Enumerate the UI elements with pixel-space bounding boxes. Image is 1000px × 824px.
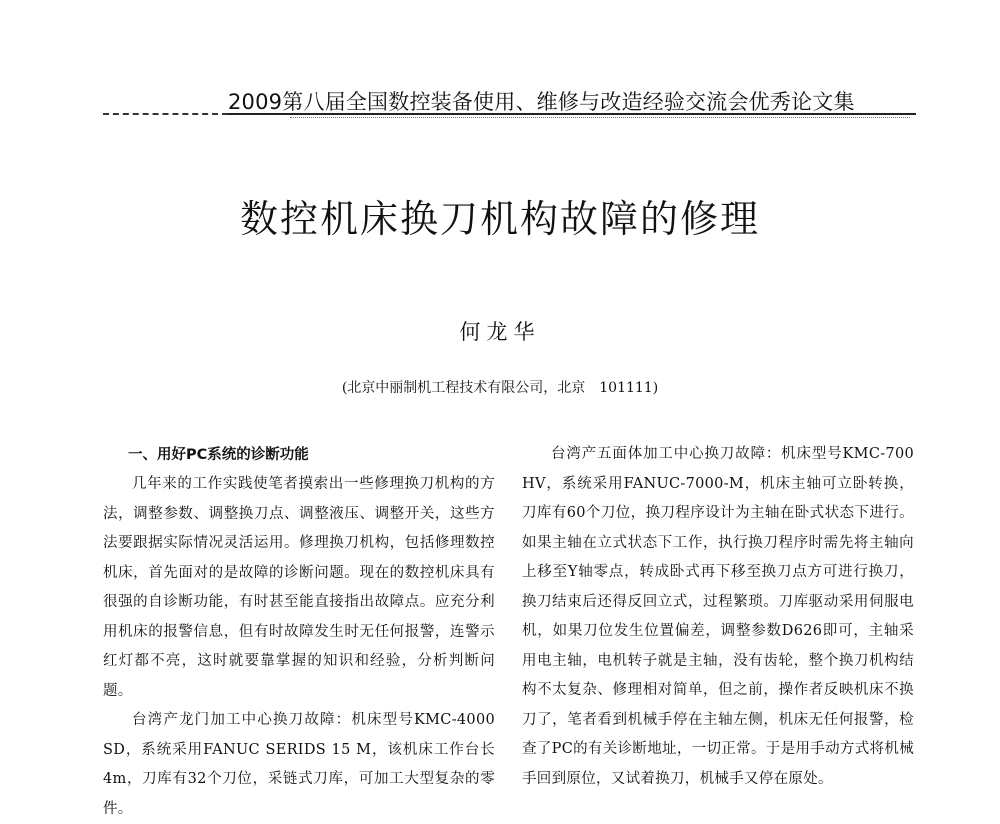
article-author: 何龙华	[459, 320, 541, 344]
left-paragraph-1: 几年来的工作实践使笔者摸索出一些修理换刀机构的方法，调整参数、调整换刀点、调整液压、调整开关，这些方法要跟据实际情况灵活运用。修理换刀机构，包括修理数控机床，首先面对的是故障的诊断问题。现在的数控机床具有很强的自诊断功能，有时甚至能直接指出故障点。应充分利用机床的报警信息，但有时故障发生时无任何报警，连警示红灯都不亮，这时就要靠掌握的知识和经验，分析判断问题。	[103, 476, 495, 699]
article-title: 数控机床换刀机构故障的修理	[239, 197, 760, 241]
header-rule-shadow	[290, 117, 910, 118]
section-heading: 一、用好PC系统的诊断功能	[128, 447, 309, 463]
right-paragraph-1: 台湾产五面体加工中心换刀故障：机床型号KMC-700 HV，系统采用FANUC-7000-M，机床主轴可立卧转换，刀库有60个刀位，换刀程序设计为主轴在卧式状态下进行。如果主轴在立式状态下工作，执行换刀程序时需先将主轴向上移至Y轴零点，转成卧式再下移至换刀点方可进行换刀，换刀结束后还得反回立式，过程繁琐。刀库驱动采用伺服电机，如果刀位发生位置偏差，调整参数D626即可，主轴采用电主轴，电机转子就是主轴，没有齿轮，整个换刀机构结构不太复杂、修理相对简单，但之前，操作者反映机床不换刀了，笔者看到机械手停在主轴左侧，机床无任何报警，检查了PC的有关诊断地址，一切正常。于是用手动方式将机械手回到原位，又试着换刀，机械手又停在原处。	[522, 446, 914, 787]
header-rule	[228, 113, 916, 115]
article-affiliation: (北京中丽制机工程技术有限公司，北京 101111)	[341, 380, 659, 396]
left-column	[103, 440, 495, 824]
right-column	[522, 440, 914, 794]
running-header: 2009第八届全国数控装备使用、维修与改造经验交流会优秀论文集	[228, 90, 855, 114]
left-paragraph-2: 台湾产龙门加工中心换刀故障：机床型号KMC-4000 SD，系统采用FANUC SERIDS 15 M，该机床工作台长4m，刀库有32个刀位，采链式刀库，可加工大型复杂的零件。	[103, 712, 495, 817]
header-rule-left	[103, 113, 228, 115]
